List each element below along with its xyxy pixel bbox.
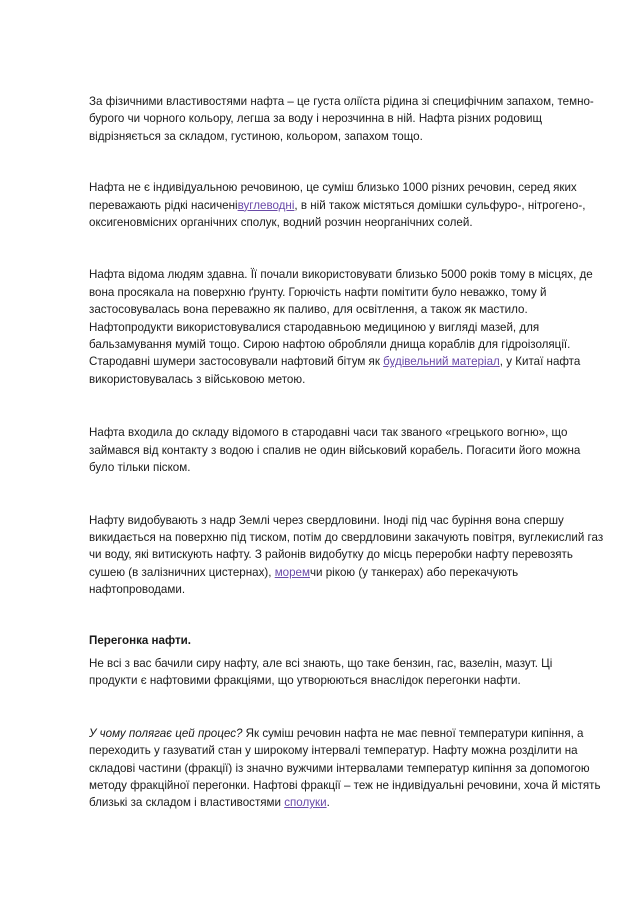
text-line: Нафту видобувають з надр Землі через свердловини. Іноді під час буріння вона спершу	[89, 513, 564, 527]
text-line: вона просякала на поверхню ґрунту. Горючість нафти помітити було неважко, тому й	[89, 285, 547, 299]
text-line: чи воду, які витискують нафту. З районів видобутку до місць переробки нафту перевозять	[89, 548, 573, 562]
link-building-material[interactable]: будівельний матеріал	[383, 355, 500, 369]
paragraph-history	[89, 266, 599, 388]
text-line: займався від контакту з водою і спалив не один військовий корабель. Погасити його можна	[89, 443, 581, 457]
text-fragment: , у Китаї нафта	[499, 355, 581, 369]
paragraph-fractions	[89, 655, 599, 690]
paragraph-distillation	[89, 725, 599, 812]
text-line	[89, 794, 599, 811]
text-line: бурого чи чорного кольору, легша за воду і нерозчинна в ній. Нафта різних родовищ	[89, 112, 543, 126]
text-line	[89, 725, 599, 742]
text-line: Нафта відома людям здавна. Її почали використовувати близько 5000 років тому в місцях, де	[89, 268, 593, 282]
text-fragment: сушею (в залізничних цистернах),	[89, 565, 275, 579]
text-line: Нафтопродукти використовувалися стародавньою медициною у вигляді мазей, для	[89, 320, 540, 334]
text-line: методу фракційної перегонки. Нафтові фракції – теж не індивідуальні речовини, хоча й містять	[89, 778, 601, 792]
link-hydrocarbons[interactable]: вуглеводні	[237, 198, 295, 212]
text-fragment: чи рікою (у танкерах) або перекачують	[309, 565, 519, 579]
text-line	[89, 197, 599, 214]
text-line: застосовувалась вона переважно як паливо, для освітлення, а також як мастило.	[89, 303, 528, 317]
text-fragment: Стародавні шумери застосовували нафтовий бітум як	[89, 355, 384, 369]
paragraph-composition	[89, 179, 599, 231]
text-line	[89, 353, 599, 370]
link-compounds[interactable]: сполуки	[284, 796, 327, 810]
text-line: переходить у газуватий стан у широкому інтервалі температур. Нафту можна розділити на	[89, 744, 578, 758]
paragraph-physical-properties	[89, 93, 599, 145]
italic-question: У чому полягає цей процес?	[89, 726, 243, 740]
text-line: викидається на поверхню під тиском, потім до свердловини закачують повітря, вуглекислий газ	[89, 530, 604, 544]
text-fragment: Як суміш речовин нафта не має певної температури кипіння, а	[242, 726, 584, 740]
text-line: За фізичними властивостями нафта – це густа оліїста рідина зі специфічним запахом, темно-	[89, 95, 594, 108]
text-line: продукти є нафтовими фракціями, що утворюються внаслідок перегонки нафти.	[89, 674, 521, 688]
paragraph-greek-fire	[89, 424, 599, 476]
text-fragment: .	[326, 796, 330, 810]
text-line: бальзамування мумій тощо. Сирою нафтою обробляли днища кораблів для гідроізоляції.	[89, 338, 571, 352]
text-line	[89, 564, 599, 581]
text-fragment: , в ній також містяться домішки сульфуро-, нітрогено-,	[294, 198, 586, 212]
text-line: було тільки піском.	[89, 461, 191, 475]
text-line: використовувалась з військовою метою.	[89, 372, 306, 386]
paragraph-extraction	[89, 512, 604, 599]
text-line: відрізняється за складом, густиною, кольором, запахом тощо.	[89, 129, 423, 143]
section-heading: Перегонка нафти.	[89, 633, 192, 647]
text-line: Нафта входила до складу відомого в стародавні часи так званого «грецького вогню», що	[89, 426, 568, 440]
text-line: нафтопроводами.	[89, 583, 186, 597]
text-fragment: переважають рідкі насичені	[89, 198, 238, 212]
text-line: складові частини (фракції) із значно вужчими інтервалами температур кипіння за допомогою	[89, 761, 590, 775]
text-line: Не всі з вас бачили сиру нафту, але всі знають, що таке бензин, гас, вазелін, мазут. Ці	[89, 656, 553, 670]
link-sea[interactable]: морем	[274, 565, 310, 579]
text-line: Нафта не є індивідуальною речовиною, це суміш близько 1000 різних речовин, серед яких	[89, 181, 577, 195]
text-fragment: близькі за складом і властивостями	[89, 796, 285, 810]
document-body	[89, 93, 604, 812]
text-line: оксигеновмісних органічних сполук, водний розчин неорганічних солей.	[89, 216, 473, 230]
